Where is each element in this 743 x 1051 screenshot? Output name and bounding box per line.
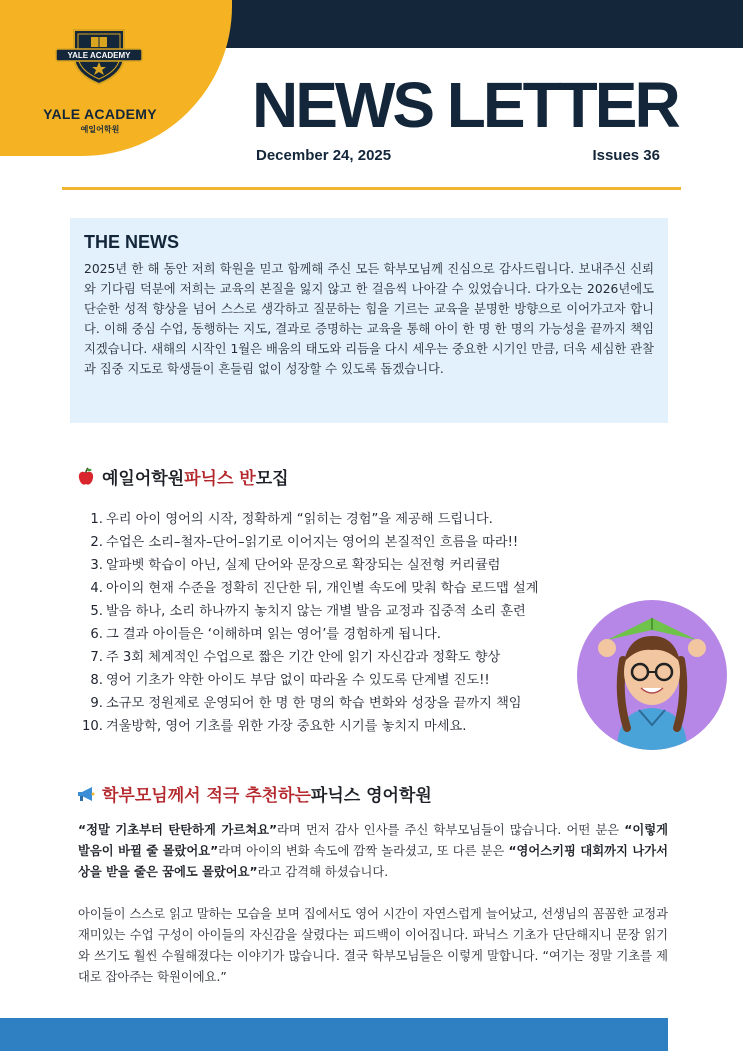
list-item <box>76 531 596 554</box>
list-item <box>76 715 596 738</box>
crest-banner-text: YALE ACADEMY <box>67 51 131 60</box>
list-item-number: 7. <box>90 650 103 665</box>
list-item <box>76 600 596 623</box>
phonics-feature-list <box>76 508 596 738</box>
list-item-number: 3. <box>90 558 103 573</box>
academy-crest-logo <box>54 22 144 92</box>
list-item-number: 1. <box>90 512 103 527</box>
list-item <box>76 508 596 531</box>
testimonial-text: 라며 아이의 변화 속도에 깜짝 놀라셨고, 또 다른 분은 <box>218 844 509 858</box>
testimonial-quote: “이렇게 발음이 바뀔 줄 몰랐어요” <box>78 823 669 858</box>
list-item-text: 아이의 현재 수준을 정확히 진단한 뒤, 개인별 속도에 맞춰 학습 로드맵 설계 <box>106 581 539 596</box>
brand-name: YALE ACADEMY <box>43 106 157 122</box>
list-item <box>76 692 596 715</box>
list-item <box>76 554 596 577</box>
list-item-text: 수업은 소리–철자–단어–읽기로 이어지는 영어의 본질적인 흐름을 따라!! <box>106 535 519 550</box>
header-divider <box>62 187 681 190</box>
list-item-number: 8. <box>90 673 103 688</box>
list-item-text: 소규모 정원제로 운영되어 한 명 한 명의 학습 변화와 성장을 끝까지 책임 <box>106 696 522 711</box>
footer-bar <box>0 1018 668 1051</box>
list-item <box>76 646 596 669</box>
issue-date: December 24, 2025 <box>256 147 392 164</box>
list-item <box>76 669 596 692</box>
list-item <box>76 577 596 600</box>
list-item-number: 4. <box>90 581 103 596</box>
list-item-text: 영어 기초가 약한 아이도 부담 없이 따라올 수 있도록 단계별 진도!! <box>106 673 490 688</box>
news-box <box>70 218 668 423</box>
list-item-number: 10. <box>82 719 103 734</box>
issue-number: Issues 36 <box>592 147 660 164</box>
list-item-text: 알파벳 학습이 아닌, 실제 단어와 문장으로 확장되는 실전형 커리큘럼 <box>106 558 501 573</box>
section-recommend-title-highlight: 학부모님께서 적극 추천하는 <box>102 786 311 806</box>
section-phonics-title-pre: 예일어학원 <box>102 469 185 489</box>
list-item-number: 9. <box>90 696 103 711</box>
girl-with-book-photo <box>577 600 727 750</box>
news-title: THE NEWS <box>84 232 180 252</box>
feedback-paragraph: 아이들이 스스로 읽고 말하는 모습을 보며 집에서도 영어 시간이 자연스럽게 늘어났고, 선생님의 꼼꼼한 교정과 재미있는 수업 구성이 아이들의 자신감을 살렸다는 피드백이 이어집니다. 파닉스 기초가 단단해지니 문장 읽기와 쓰기도 훨씬 수월해졌다는 이야기가 많습니다. 결국 학부모님들은 이렇게 말합니다. “여기는 정말 기초를 제대로 잡아주는 학원이에요.” <box>78 907 668 984</box>
testimonial-text: 라며 먼저 감사 인사를 주신 학부모님들이 많습니다. 어떤 분은 <box>277 823 625 837</box>
list-item-number: 5. <box>90 604 103 619</box>
list-item-number: 6. <box>90 627 103 642</box>
testimonial-quote: “정말 기초부터 탄탄하게 가르쳐요” <box>78 823 278 837</box>
testimonial-quote: “영어스키핑 대회까지 나가서 상을 받을 줄은 꿈에도 몰랐어요” <box>78 844 668 879</box>
apple-icon <box>76 467 96 487</box>
list-item-text: 겨울방학, 영어 기초를 위한 가장 중요한 시기를 놓치지 마세요. <box>106 719 467 734</box>
brand-subtitle: 예일어학원 <box>80 125 120 134</box>
megaphone-icon <box>76 784 96 804</box>
list-item-number: 2. <box>90 535 103 550</box>
testimonial-paragraph <box>78 820 668 883</box>
list-item <box>76 623 596 646</box>
section-recommend-heading <box>76 781 432 806</box>
list-item-text: 그 결과 아이들은 ‘이해하며 읽는 영어’를 경험하게 됩니다. <box>106 627 441 642</box>
section-recommend-title-post: 파닉스 영어학원 <box>310 786 432 806</box>
list-item-text: 발음 하나, 소리 하나까지 놓치지 않는 개별 발음 교정과 집중적 소리 훈련 <box>106 604 526 619</box>
section-phonics-title-post: 모집 <box>255 469 289 489</box>
section-phonics-heading <box>76 464 289 489</box>
section-phonics-title-highlight: 파닉스 반 <box>184 469 256 489</box>
list-item-text: 우리 아이 영어의 시작, 정확하게 “읽히는 경험”을 제공해 드립니다. <box>106 512 493 527</box>
news-body: 2025년 한 해 동안 저희 학원을 믿고 함께해 주신 모든 학부모님께 진심으로 감사드립니다. 보내주신 신뢰와 기다림 덕분에 저희는 교육의 본질을 잃지 않고 한 걸음씩 나아갈 수 있었습니다. 다가오는 2026년에도 단순한 성적 향상을 넘어 스스로 생각하고 질문하는 힘을 기르는 교육을 분명한 방향으로 이어가고자 합니다. 이해 중심 수업, 동행하는 지도, 결과로 증명하는 교육을 통해 아이 한 명 한 명의 가능성을 끝까지 책임지겠습니다. 새해의 시작인 1월은 배움의 태도와 리듬을 다시 세우는 중요한 시기인 만큼, 더욱 세심한 관찰과 집중 지도로 학생들이 흔들림 없이 성장할 수 있도록 돕겠습니다. <box>84 262 654 376</box>
testimonial-text: 라고 감격해 하셨습니다. <box>257 865 389 879</box>
newsletter-title: NEWS LETTER <box>252 69 678 141</box>
list-item-text: 주 3회 체계적인 수업으로 짧은 기간 안에 읽기 자신감과 정확도 향상 <box>106 650 501 665</box>
